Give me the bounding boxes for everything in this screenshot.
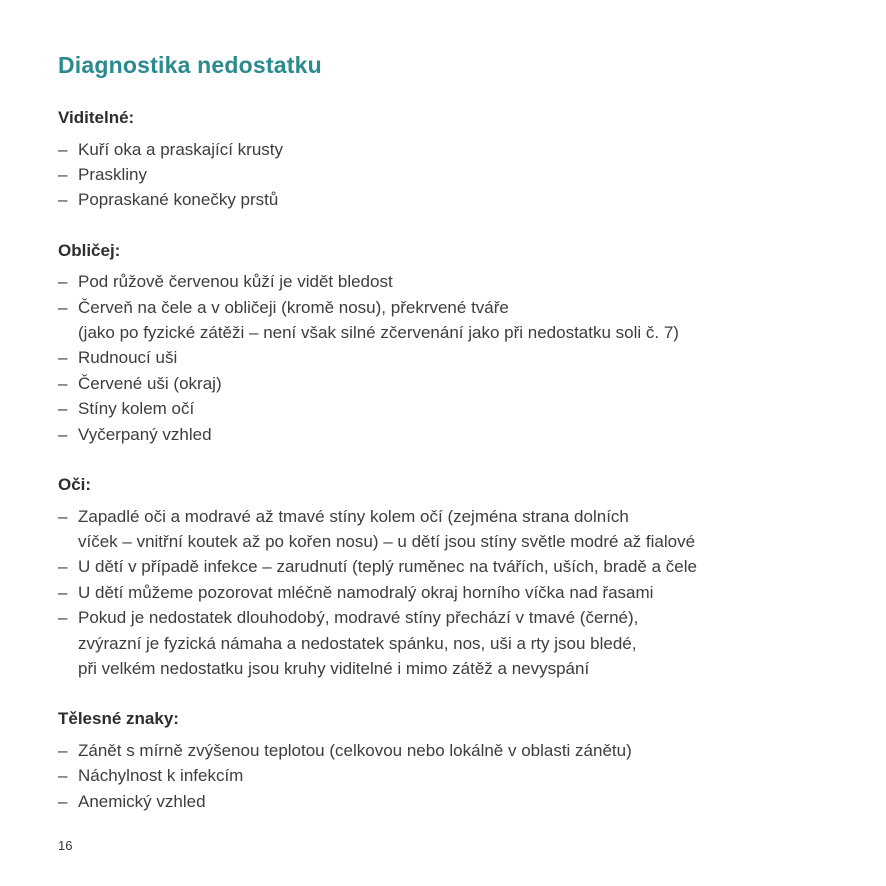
text-line: víček – vnitřní koutek až po kořen nosu) – u dětí jsou stíny světle modré až fialové (78, 531, 696, 551)
list-item (58, 605, 846, 681)
text-line: Zánět s mírně zvýšenou teplotou (celkovou nebo lokálně v oblasti zánětu) (78, 740, 632, 760)
bullet-dash: – (58, 272, 68, 292)
item-text (78, 345, 846, 370)
bullet-dash: – (58, 190, 68, 210)
bullet-dash: – (58, 582, 68, 602)
list-item (58, 371, 846, 396)
section-items (58, 504, 846, 682)
list-item (58, 162, 846, 187)
text-line: Anemický vzhled (78, 791, 206, 811)
item-text (78, 504, 846, 555)
text-line: Červené uši (okraj) (78, 373, 222, 393)
list-item (58, 396, 846, 421)
page-number: 16 (58, 838, 73, 853)
bullet-dash: – (58, 399, 68, 419)
section-heading: Viditelné: (58, 108, 135, 127)
list-item (58, 763, 846, 788)
bullet-dash: – (58, 791, 68, 811)
text-line: zvýrazní je fyzická námaha a nedostatek spánku, nos, uši a rty jsou bledé, (78, 633, 637, 653)
item-text (78, 162, 846, 187)
text-line: (jako po fyzické zátěži – není však silné zčervenání jako při nedostatku soli č. 7) (78, 323, 679, 343)
list-item (58, 789, 846, 814)
section (58, 472, 846, 681)
document-sections (58, 105, 846, 814)
item-text (78, 789, 846, 814)
item-text (78, 269, 846, 294)
item-text (78, 187, 846, 212)
item-text (78, 554, 846, 579)
text-line: při velkém nedostatku jsou kruhy viditelné i mimo zátěž a nevyspání (78, 659, 590, 678)
text-line: Praskliny (78, 164, 147, 184)
bullet-dash: – (58, 740, 68, 760)
text-line: Kuří oka a praskající krusty (78, 139, 284, 159)
item-text (78, 137, 846, 162)
item-text (78, 422, 846, 447)
section (58, 706, 846, 814)
item-text (78, 371, 846, 396)
list-item (58, 295, 846, 346)
list-item (58, 345, 846, 370)
item-text (78, 605, 846, 681)
bullet-dash: – (58, 506, 68, 526)
bullet-dash: – (58, 608, 68, 628)
text-line: Stíny kolem očí (78, 399, 195, 419)
bullet-dash: – (58, 424, 68, 444)
text-line: Rudnoucí uši (78, 348, 178, 368)
item-text (78, 738, 846, 763)
bullet-dash: – (58, 297, 68, 317)
bullet-dash: – (58, 557, 68, 577)
section-heading: Tělesné znaky: (58, 709, 179, 729)
bullet-dash: – (58, 348, 68, 368)
section-heading: Obličej: (58, 240, 121, 260)
text-line: Náchylnost k infekcím (78, 766, 244, 786)
section-items (58, 137, 846, 213)
list-item (58, 187, 846, 212)
text-line: U dětí v případě infekce – zarudnutí (teplý ruměnec na tvářích, uších, bradě a čele (78, 557, 697, 577)
list-item (58, 137, 846, 162)
item-text (78, 580, 846, 605)
text-line: Červeň na čele a v obličeji (kromě nosu), překrvené tváře (78, 297, 509, 317)
section-items (58, 738, 846, 814)
section (58, 105, 846, 213)
item-text (78, 396, 846, 421)
list-item (58, 580, 846, 605)
list-item (58, 504, 846, 555)
list-item (58, 422, 846, 447)
list-item (58, 269, 846, 294)
section-items (58, 269, 846, 447)
text-line: Pokud je nedostatek dlouhodobý, modravé stíny přechází v tmavé (černé), (78, 608, 639, 628)
page-title: Diagnostika nedostatku (58, 52, 322, 78)
text-line: Pod růžově červenou kůží je vidět bledost (78, 272, 393, 292)
item-text (78, 295, 846, 346)
bullet-dash: – (58, 373, 68, 393)
bullet-dash: – (58, 766, 68, 786)
bullet-dash: – (58, 139, 68, 159)
text-line: Zapadlé oči a modravé až tmavé stíny kolem očí (zejména strana dolních (78, 506, 629, 526)
section (58, 238, 846, 447)
list-item (58, 554, 846, 579)
section-heading: Oči: (58, 475, 92, 495)
text-line: Vyčerpaný vzhled (78, 424, 212, 444)
document-content (58, 50, 846, 814)
item-text (78, 763, 846, 788)
list-item (58, 738, 846, 763)
text-line: Popraskané konečky prstů (78, 190, 279, 210)
bullet-dash: – (58, 164, 68, 184)
text-line: U dětí můžeme pozorovat mléčně namodralý okraj horního víčka nad řasami (78, 582, 654, 602)
